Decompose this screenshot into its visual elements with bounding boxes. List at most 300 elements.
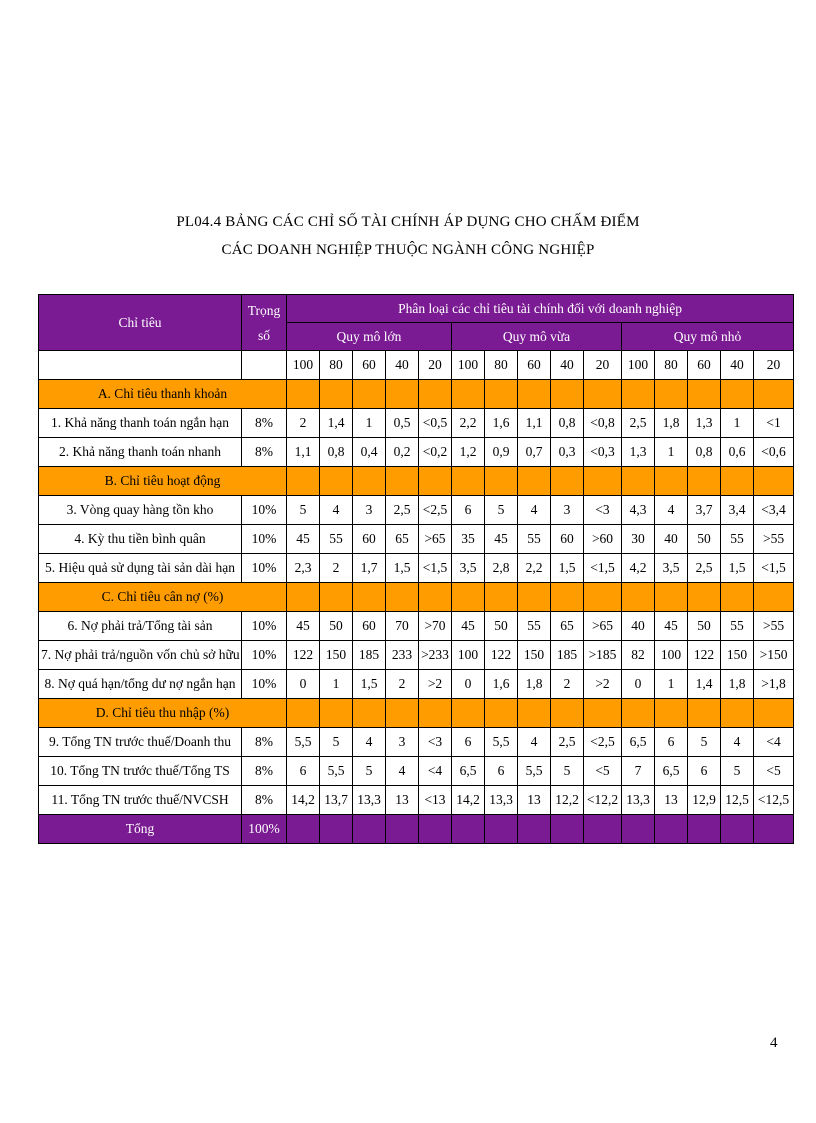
threshold-cell: 185 xyxy=(551,641,584,670)
threshold-cell: 5,5 xyxy=(485,728,518,757)
section-filler-cell xyxy=(320,699,353,728)
threshold-cell: 55 xyxy=(721,525,754,554)
threshold-cell: 0,4 xyxy=(353,438,386,467)
score-header-cell: 80 xyxy=(655,351,688,380)
threshold-cell: 1,7 xyxy=(353,554,386,583)
total-label: Tổng xyxy=(39,815,242,844)
threshold-cell: 45 xyxy=(452,612,485,641)
score-header-cell: 100 xyxy=(287,351,320,380)
score-header-cell: 40 xyxy=(721,351,754,380)
threshold-cell: 13,3 xyxy=(622,786,655,815)
indicator-weight: 8% xyxy=(242,728,287,757)
threshold-cell: 2,5 xyxy=(688,554,721,583)
threshold-cell: 6,5 xyxy=(655,757,688,786)
threshold-cell: 45 xyxy=(287,612,320,641)
score-header-cell: 20 xyxy=(754,351,794,380)
threshold-cell: 2,5 xyxy=(551,728,584,757)
section-filler-cell xyxy=(353,699,386,728)
threshold-cell: 3 xyxy=(551,496,584,525)
score-header-cell: 40 xyxy=(551,351,584,380)
threshold-cell: 1 xyxy=(353,409,386,438)
indicator-label: 1. Khả năng thanh toán ngắn hạn xyxy=(39,409,242,438)
indicator-label: 8. Nợ quá hạn/tổng dư nợ ngắn hạn xyxy=(39,670,242,699)
threshold-cell: 1,1 xyxy=(287,438,320,467)
section-filler-cell xyxy=(452,699,485,728)
score-row-blank-weight xyxy=(242,351,287,380)
threshold-cell: 5 xyxy=(485,496,518,525)
threshold-cell: 2 xyxy=(320,554,353,583)
threshold-cell: 122 xyxy=(287,641,320,670)
header-scale-large: Quy mô lớn xyxy=(287,323,452,351)
indicator-label: 9. Tổng TN trước thuế/Doanh thu xyxy=(39,728,242,757)
threshold-cell: 55 xyxy=(518,612,551,641)
threshold-cell: <0,2 xyxy=(419,438,452,467)
threshold-cell: <12,2 xyxy=(584,786,622,815)
threshold-cell: 1,3 xyxy=(622,438,655,467)
indicator-label: 11. Tổng TN trước thuế/NVCSH xyxy=(39,786,242,815)
threshold-cell: 100 xyxy=(452,641,485,670)
table-row xyxy=(39,612,794,641)
threshold-cell: >70 xyxy=(419,612,452,641)
threshold-cell: 0,3 xyxy=(551,438,584,467)
threshold-cell: 13,3 xyxy=(353,786,386,815)
threshold-cell: 45 xyxy=(655,612,688,641)
threshold-cell: 2,5 xyxy=(622,409,655,438)
indicator-label: 7. Nợ phải trả/nguồn vốn chủ sở hữu xyxy=(39,641,242,670)
section-filler-cell xyxy=(754,699,794,728)
total-row xyxy=(39,815,794,844)
threshold-cell: <4 xyxy=(754,728,794,757)
section-filler-cell xyxy=(287,699,320,728)
total-filler-cell xyxy=(754,815,794,844)
threshold-cell: 65 xyxy=(551,612,584,641)
section-filler-cell xyxy=(386,583,419,612)
section-filler-cell xyxy=(688,699,721,728)
threshold-cell: 6 xyxy=(452,496,485,525)
threshold-cell: >150 xyxy=(754,641,794,670)
indicator-weight: 8% xyxy=(242,786,287,815)
section-filler-cell xyxy=(584,380,622,409)
threshold-cell: 1,3 xyxy=(688,409,721,438)
table-row xyxy=(39,496,794,525)
section-filler-cell xyxy=(622,699,655,728)
threshold-cell: <2,5 xyxy=(584,728,622,757)
threshold-cell: 30 xyxy=(622,525,655,554)
section-title: C. Chỉ tiêu cân nợ (%) xyxy=(39,583,287,612)
threshold-cell: 1 xyxy=(655,438,688,467)
section-filler-cell xyxy=(419,380,452,409)
threshold-cell: 4 xyxy=(353,728,386,757)
threshold-cell: <3 xyxy=(584,496,622,525)
threshold-cell: 14,2 xyxy=(452,786,485,815)
threshold-cell: 0 xyxy=(452,670,485,699)
total-filler-cell xyxy=(688,815,721,844)
threshold-cell: 3,4 xyxy=(721,496,754,525)
section-filler-cell xyxy=(353,467,386,496)
threshold-cell: 45 xyxy=(287,525,320,554)
header-scale-small: Quy mô nhỏ xyxy=(622,323,794,351)
section-filler-cell xyxy=(622,380,655,409)
section-filler-cell xyxy=(353,380,386,409)
section-filler-cell xyxy=(551,380,584,409)
threshold-cell: 2,2 xyxy=(518,554,551,583)
section-filler-cell xyxy=(386,467,419,496)
score-header-cell: 60 xyxy=(518,351,551,380)
section-filler-cell xyxy=(584,467,622,496)
table-row xyxy=(39,554,794,583)
threshold-cell: 6 xyxy=(688,757,721,786)
section-filler-cell xyxy=(518,467,551,496)
section-filler-cell xyxy=(320,380,353,409)
section-title: D. Chỉ tiêu thu nhập (%) xyxy=(39,699,287,728)
threshold-cell: 12,5 xyxy=(721,786,754,815)
threshold-cell: 5,5 xyxy=(320,757,353,786)
threshold-cell: 14,2 xyxy=(287,786,320,815)
threshold-cell: 70 xyxy=(386,612,419,641)
section-filler-cell xyxy=(551,699,584,728)
threshold-cell: >2 xyxy=(584,670,622,699)
total-filler-cell xyxy=(452,815,485,844)
indicator-label: 2. Khả năng thanh toán nhanh xyxy=(39,438,242,467)
threshold-cell: 4 xyxy=(655,496,688,525)
threshold-cell: 55 xyxy=(721,612,754,641)
score-header-cell: 20 xyxy=(584,351,622,380)
section-filler-cell xyxy=(287,583,320,612)
section-filler-cell xyxy=(721,380,754,409)
threshold-cell: 4 xyxy=(320,496,353,525)
score-header-cell: 60 xyxy=(688,351,721,380)
threshold-cell: 2 xyxy=(386,670,419,699)
threshold-cell: 13,3 xyxy=(485,786,518,815)
score-header-cell: 20 xyxy=(419,351,452,380)
table-row xyxy=(39,728,794,757)
total-filler-cell xyxy=(584,815,622,844)
threshold-cell: 40 xyxy=(622,612,655,641)
threshold-cell: 1,6 xyxy=(485,670,518,699)
threshold-cell: <1,5 xyxy=(584,554,622,583)
threshold-cell: <5 xyxy=(584,757,622,786)
table-row xyxy=(39,757,794,786)
threshold-cell: 6,5 xyxy=(452,757,485,786)
section-filler-cell xyxy=(518,583,551,612)
threshold-cell: >185 xyxy=(584,641,622,670)
threshold-cell: 2,3 xyxy=(287,554,320,583)
threshold-cell: 233 xyxy=(386,641,419,670)
threshold-cell: 5 xyxy=(551,757,584,786)
section-filler-cell xyxy=(485,380,518,409)
section-filler-cell xyxy=(353,583,386,612)
threshold-cell: >60 xyxy=(584,525,622,554)
section-filler-cell xyxy=(518,699,551,728)
threshold-cell: 4 xyxy=(386,757,419,786)
threshold-cell: 3 xyxy=(386,728,419,757)
threshold-cell: 4,2 xyxy=(622,554,655,583)
section-filler-cell xyxy=(655,467,688,496)
threshold-cell: 0,6 xyxy=(721,438,754,467)
table-row xyxy=(39,670,794,699)
threshold-cell: 150 xyxy=(721,641,754,670)
threshold-cell: 3,5 xyxy=(655,554,688,583)
threshold-cell: 60 xyxy=(551,525,584,554)
section-filler-cell xyxy=(721,583,754,612)
total-weight: 100% xyxy=(242,815,287,844)
threshold-cell: 82 xyxy=(622,641,655,670)
threshold-cell: 0,8 xyxy=(551,409,584,438)
threshold-cell: 6 xyxy=(485,757,518,786)
section-title: A. Chỉ tiêu thanh khoản xyxy=(39,380,287,409)
section-filler-cell xyxy=(485,699,518,728)
total-filler-cell xyxy=(386,815,419,844)
score-header-cell: 80 xyxy=(320,351,353,380)
threshold-cell: >65 xyxy=(419,525,452,554)
indicator-weight: 10% xyxy=(242,525,287,554)
threshold-cell: 2,8 xyxy=(485,554,518,583)
header-scale-medium: Quy mô vừa xyxy=(452,323,622,351)
indicator-label: 3. Vòng quay hàng tồn kho xyxy=(39,496,242,525)
threshold-cell: 2,5 xyxy=(386,496,419,525)
total-filler-cell xyxy=(353,815,386,844)
threshold-cell: 0 xyxy=(287,670,320,699)
threshold-cell: 55 xyxy=(518,525,551,554)
threshold-cell: <4 xyxy=(419,757,452,786)
total-filler-cell xyxy=(721,815,754,844)
section-filler-cell xyxy=(551,467,584,496)
header-indicator: Chỉ tiêu xyxy=(39,295,242,351)
threshold-cell: 4 xyxy=(518,496,551,525)
threshold-cell: 5 xyxy=(721,757,754,786)
threshold-cell: <5 xyxy=(754,757,794,786)
threshold-cell: 3,5 xyxy=(452,554,485,583)
table-row xyxy=(39,438,794,467)
threshold-cell: 1 xyxy=(320,670,353,699)
threshold-cell: <3 xyxy=(419,728,452,757)
table-row xyxy=(39,786,794,815)
threshold-cell: 5 xyxy=(353,757,386,786)
table-row xyxy=(39,525,794,554)
threshold-cell: 13,7 xyxy=(320,786,353,815)
threshold-cell: 13 xyxy=(655,786,688,815)
section-filler-cell xyxy=(584,699,622,728)
document-title-line-1: PL04.4 BẢNG CÁC CHỈ SỐ TÀI CHÍNH ÁP DỤNG CHO CHẤM ĐIỂM xyxy=(176,214,640,230)
threshold-cell: 122 xyxy=(688,641,721,670)
threshold-cell: 1,5 xyxy=(386,554,419,583)
section-filler-cell xyxy=(287,467,320,496)
table-row xyxy=(39,409,794,438)
threshold-cell: 7 xyxy=(622,757,655,786)
threshold-cell: 122 xyxy=(485,641,518,670)
threshold-cell: 5,5 xyxy=(287,728,320,757)
score-header-cell: 100 xyxy=(622,351,655,380)
threshold-cell: 50 xyxy=(688,525,721,554)
section-header-row xyxy=(39,380,794,409)
indicator-weight: 10% xyxy=(242,554,287,583)
threshold-cell: 100 xyxy=(655,641,688,670)
threshold-cell: <13 xyxy=(419,786,452,815)
threshold-cell: >1,8 xyxy=(754,670,794,699)
threshold-cell: <0,5 xyxy=(419,409,452,438)
section-filler-cell xyxy=(452,583,485,612)
indicator-label: 4. Kỳ thu tiền bình quân xyxy=(39,525,242,554)
indicator-label: 5. Hiệu quả sử dụng tài sản dài hạn xyxy=(39,554,242,583)
threshold-cell: 12,9 xyxy=(688,786,721,815)
section-filler-cell xyxy=(518,380,551,409)
threshold-cell: 5,5 xyxy=(518,757,551,786)
threshold-cell: 13 xyxy=(386,786,419,815)
threshold-cell: 12,2 xyxy=(551,786,584,815)
threshold-cell: 1,8 xyxy=(655,409,688,438)
threshold-cell: 1,5 xyxy=(353,670,386,699)
total-filler-cell xyxy=(485,815,518,844)
threshold-cell: <0,3 xyxy=(584,438,622,467)
section-filler-cell xyxy=(584,583,622,612)
section-filler-cell xyxy=(655,699,688,728)
section-filler-cell xyxy=(688,467,721,496)
section-filler-cell xyxy=(386,699,419,728)
threshold-cell: 4 xyxy=(518,728,551,757)
section-filler-cell xyxy=(485,467,518,496)
threshold-cell: 50 xyxy=(688,612,721,641)
threshold-cell: <2,5 xyxy=(419,496,452,525)
indicator-weight: 8% xyxy=(242,409,287,438)
section-filler-cell xyxy=(452,467,485,496)
threshold-cell: 2 xyxy=(551,670,584,699)
threshold-cell: 1,1 xyxy=(518,409,551,438)
total-filler-cell xyxy=(518,815,551,844)
threshold-cell: >55 xyxy=(754,612,794,641)
indicator-weight: 10% xyxy=(242,496,287,525)
document-title-line-2: CÁC DOANH NGHIỆP THUỘC NGÀNH CÔNG NGHIỆP xyxy=(221,242,595,258)
total-filler-cell xyxy=(551,815,584,844)
threshold-cell: 0,7 xyxy=(518,438,551,467)
section-header-row xyxy=(39,467,794,496)
table-row xyxy=(39,641,794,670)
threshold-cell: 50 xyxy=(485,612,518,641)
section-filler-cell xyxy=(688,380,721,409)
score-header-cell: 40 xyxy=(386,351,419,380)
section-filler-cell xyxy=(485,583,518,612)
section-filler-cell xyxy=(386,380,419,409)
section-filler-cell xyxy=(551,583,584,612)
header-weight: Trọng số xyxy=(242,295,287,351)
threshold-cell: 5 xyxy=(287,496,320,525)
threshold-cell: 1 xyxy=(655,670,688,699)
score-header-cell: 100 xyxy=(452,351,485,380)
section-filler-cell xyxy=(419,467,452,496)
threshold-cell: <12,5 xyxy=(754,786,794,815)
section-filler-cell xyxy=(622,467,655,496)
threshold-cell: 6 xyxy=(452,728,485,757)
total-filler-cell xyxy=(287,815,320,844)
threshold-cell: 45 xyxy=(485,525,518,554)
indicator-weight: 10% xyxy=(242,612,287,641)
threshold-cell: 60 xyxy=(353,525,386,554)
threshold-cell: 0,5 xyxy=(386,409,419,438)
threshold-cell: 0,2 xyxy=(386,438,419,467)
threshold-cell: >2 xyxy=(419,670,452,699)
threshold-cell: 0,9 xyxy=(485,438,518,467)
score-header-cell: 60 xyxy=(353,351,386,380)
section-filler-cell xyxy=(688,583,721,612)
section-filler-cell xyxy=(754,583,794,612)
section-filler-cell xyxy=(721,699,754,728)
threshold-cell: 6 xyxy=(655,728,688,757)
threshold-cell: 55 xyxy=(320,525,353,554)
threshold-cell: 60 xyxy=(353,612,386,641)
section-filler-cell xyxy=(655,583,688,612)
threshold-cell: 5 xyxy=(320,728,353,757)
section-filler-cell xyxy=(754,467,794,496)
threshold-cell: 150 xyxy=(320,641,353,670)
section-filler-cell xyxy=(419,699,452,728)
threshold-cell: 2 xyxy=(287,409,320,438)
section-filler-cell xyxy=(754,380,794,409)
section-filler-cell xyxy=(655,380,688,409)
threshold-cell: >55 xyxy=(754,525,794,554)
score-row-blank-indicator xyxy=(39,351,242,380)
threshold-cell: 1,5 xyxy=(551,554,584,583)
indicator-weight: 8% xyxy=(242,757,287,786)
section-filler-cell xyxy=(320,583,353,612)
threshold-cell: 3 xyxy=(353,496,386,525)
section-filler-cell xyxy=(419,583,452,612)
section-filler-cell xyxy=(287,380,320,409)
threshold-cell: 3,7 xyxy=(688,496,721,525)
threshold-cell: 150 xyxy=(518,641,551,670)
threshold-cell: 6,5 xyxy=(622,728,655,757)
threshold-cell: 6 xyxy=(287,757,320,786)
threshold-cell: <0,8 xyxy=(584,409,622,438)
score-header-cell: 80 xyxy=(485,351,518,380)
indicator-weight: 10% xyxy=(242,641,287,670)
threshold-cell: 0,8 xyxy=(320,438,353,467)
threshold-cell: 1 xyxy=(721,409,754,438)
threshold-cell: 4,3 xyxy=(622,496,655,525)
header-classification: Phân loại các chỉ tiêu tài chính đối với doanh nghiệp xyxy=(287,295,794,323)
section-header-row xyxy=(39,699,794,728)
threshold-cell: 13 xyxy=(518,786,551,815)
threshold-cell: 1,6 xyxy=(485,409,518,438)
threshold-cell: 1,4 xyxy=(688,670,721,699)
total-filler-cell xyxy=(320,815,353,844)
indicator-weight: 8% xyxy=(242,438,287,467)
section-filler-cell xyxy=(721,467,754,496)
section-filler-cell xyxy=(452,380,485,409)
threshold-cell: 2,2 xyxy=(452,409,485,438)
threshold-cell: <0,6 xyxy=(754,438,794,467)
threshold-cell: 50 xyxy=(320,612,353,641)
threshold-cell: 65 xyxy=(386,525,419,554)
section-title: B. Chỉ tiêu hoạt động xyxy=(39,467,287,496)
threshold-cell: 4 xyxy=(721,728,754,757)
threshold-cell: 0 xyxy=(622,670,655,699)
section-header-row xyxy=(39,583,794,612)
threshold-cell: 1,4 xyxy=(320,409,353,438)
threshold-cell: >233 xyxy=(419,641,452,670)
threshold-cell: <1,5 xyxy=(754,554,794,583)
threshold-cell: 1,2 xyxy=(452,438,485,467)
threshold-cell: >65 xyxy=(584,612,622,641)
page-number: 4 xyxy=(770,1035,778,1051)
total-filler-cell xyxy=(655,815,688,844)
financial-indicator-table xyxy=(38,294,794,844)
threshold-cell: 185 xyxy=(353,641,386,670)
threshold-cell: <3,4 xyxy=(754,496,794,525)
threshold-cell: 1,8 xyxy=(721,670,754,699)
total-filler-cell xyxy=(622,815,655,844)
threshold-cell: <1 xyxy=(754,409,794,438)
threshold-cell: 40 xyxy=(655,525,688,554)
threshold-cell: 0,8 xyxy=(688,438,721,467)
